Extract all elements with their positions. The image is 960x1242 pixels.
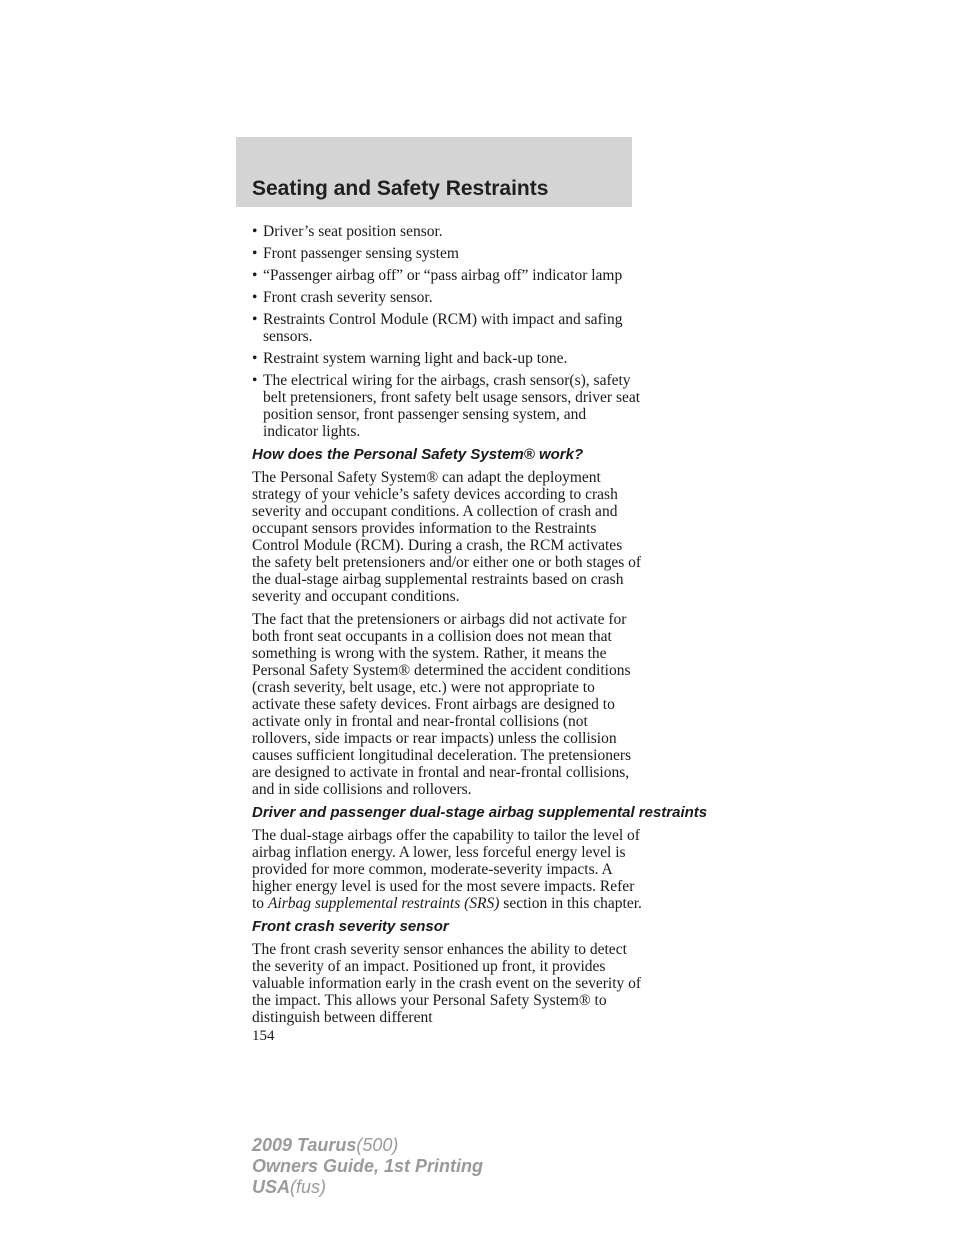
footer-line: [252, 1177, 483, 1198]
component-list: [252, 223, 642, 440]
page-number: 154: [252, 1028, 275, 1044]
paragraph: [252, 827, 642, 912]
footer-line: Owners Guide, 1st Printing: [252, 1156, 484, 1176]
subheading-dual-stage-airbags: Driver and passenger dual-stage airbag supplemental restraints: [252, 804, 708, 821]
list-item: • Restraint system warning light and back-up tone.: [252, 350, 642, 367]
section-title: Seating and Safety Restraints: [252, 177, 549, 200]
list-item: • Restraints Control Module (RCM) with impact and safing sensors.: [252, 311, 642, 345]
footer-code: (500): [356, 1135, 399, 1155]
list-item: • “Passenger airbag off” or “pass airbag off” indicator lamp: [252, 267, 642, 284]
footer-market: USA: [252, 1177, 291, 1197]
paragraph-text: section in this chapter.: [499, 895, 642, 912]
footer-market-code: (fus): [290, 1177, 327, 1197]
list-item: • The electrical wiring for the airbags, crash sensor(s), safety belt pretensioners, front safety belt usage sensors, driver seat position sensor, front passenger sensing system, and indicator lights.: [252, 372, 642, 440]
subheading-crash-sensor: Front crash severity sensor: [252, 918, 449, 935]
list-item: • Front crash severity sensor.: [252, 289, 642, 306]
list-item: • Front passenger sensing system: [252, 245, 642, 262]
cross-reference: Airbag supplemental restraints (SRS): [267, 895, 500, 912]
paragraph: The front crash severity sensor enhances the ability to detect the severity of an impact. Positioned up front, it provides valuable information early in the crash event on the severity of the impact. This allows your Personal Safety System® to distinguish between different: [252, 941, 642, 1026]
list-item: • Driver’s seat position sensor.: [252, 223, 642, 240]
paragraph-text: The dual-stage airbags offer the capability to tailor the level of airbag inflation energy. A lower, less forceful energy level is provided for more common, moderate-severity impacts. A higher energy level is used for the most severe impacts. Refer to: [252, 827, 640, 912]
footer-line: [252, 1135, 483, 1156]
paragraph: The Personal Safety System® can adapt the deployment strategy of your vehicle’s safety devices according to crash severity and occupant conditions. A collection of crash and occupant sensors provides information to the Restraints Control Module (RCM). During a crash, the RCM activates the safety belt pretensioners and/or either one or both stages of the dual-stage airbag supplemental restraints based on crash severity and occupant conditions.: [252, 469, 642, 605]
subheading-how-it-works: How does the Personal Safety System® work?: [252, 446, 584, 463]
page-content: [252, 223, 708, 1032]
footer-model: 2009 Taurus: [252, 1135, 357, 1155]
paragraph: The fact that the pretensioners or airbags did not activate for both front seat occupants in a collision does not mean that something is wrong with the system. Rather, it means the Personal Safety System® determined the accident conditions (crash severity, belt usage, etc.) were not appropriate to activate these safety devices. Front airbags are designed to activate only in frontal and near-frontal collisions (not rollovers, side impacts or rear impacts) unless the collision causes sufficient longitudinal deceleration. The pretensioners are designed to activate in frontal and near-frontal collisions, and in side collisions and rollovers.: [252, 611, 632, 798]
print-footer: [252, 1135, 483, 1198]
